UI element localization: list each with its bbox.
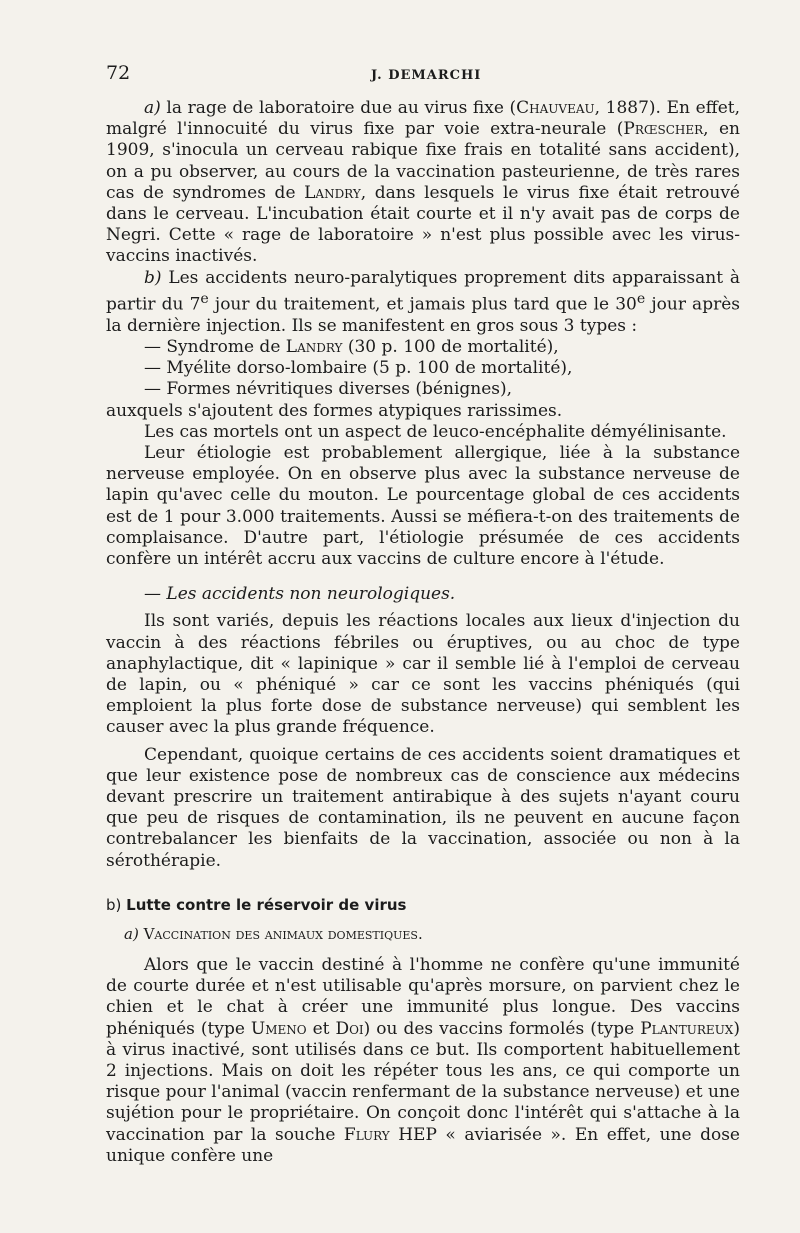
page-header bbox=[106, 62, 740, 98]
list-tail: auxquels s'ajoutent des formes atypiques rarissimes. bbox=[106, 400, 563, 421]
list-item-landry: — Syndrome de Landry (30 p. 100 de mortalité), bbox=[144, 336, 559, 357]
paragraph-alors: Alors que le vaccin destiné à l'homme ne confère qu'une immunité de courte durée et n'est utilisable qu'après morsure, on parvient chez le chien et le chat à créer une immunité plus longue. Des vaccins phéniqués (type Umeno et Doi) ou des vaccins formolés (type Plantureux) à virus inactivé, sont utilisés dans ce but. Ils comportent habituellement 2 injections. Mais on doit les répéter tous les ans, ce qui comporte un risque pour l'animal (vaccin renfermant de la substance nerveuse) et une sujétion pour le propriétaire. On conçoit donc l'intérêt qui s'attache à la vaccination par la souche Flury HEP « aviarisée ». En effet, une dose unique confère une bbox=[106, 954, 740, 1166]
heading-non-neurologiques: — Les accidents non neurologiques. bbox=[144, 584, 456, 605]
list-item-myelite: — Myélite dorso-lombaire (5 p. 100 de mortalité), bbox=[144, 358, 573, 379]
paragraph-cependant: Cependant, quoique certains de ces accidents soient dramatiques et que leur existence pose de nombreux cas de conscience aux médecins devant prescrire un traitement antirabique à des sujets n'ayant couru que peu de risques de contamination, ils ne peuvent en aucune façon contrebalancer les bienfaits de la vaccination, associée ou non à la sérothérapie. bbox=[106, 744, 740, 871]
paragraph-accidents-neuro: b) Les accidents neuro-paralytiques proprement dits apparaissant à partir du 7e jour du traitement, et jamais plus tard que le 30e jour après la dernière injection. Ils se manifestent en gros sous 3 types : bbox=[106, 267, 740, 336]
section-heading-reservoir: b) Lutte contre le réservoir de virus bbox=[106, 895, 407, 914]
paragraph-cas-mortels: Les cas mortels ont un aspect de leuco-encéphalite démyélinisante. bbox=[144, 421, 727, 442]
subsection-heading-vaccination: a) Vaccination des animaux domestiques. bbox=[124, 924, 423, 943]
list-item-formes: — Formes névritiques diverses (bénignes), bbox=[144, 379, 513, 400]
paragraph-rage-laboratoire: a) la rage de laboratoire due au virus fixe (Chauveau, 1887). En effet, malgré l'innocuité du virus fixe par voie extra-neurale (Prœscher, en 1909, s'inocula un cerveau rabique fixe frais en totalité sans accident), on a pu observer, au cours de la vaccination pasteurienne, de très rares cas de syndromes de Landry, dans lesquels le virus fixe était retrouvé dans le cerveau. L'incubation était courte et il n'y avait pas de corps de Negri. Cette « rage de laboratoire » n'est plus possible avec les virus-vaccins inactivés. bbox=[106, 98, 740, 267]
page-number: 72 bbox=[106, 62, 131, 84]
running-head: J. DEMARCHI bbox=[371, 68, 482, 83]
paragraph-etiologie: Leur étiologie est probablement allergique, liée à la substance nerveuse employée. On en observe plus avec la substance nerveuse de lapin qu'avec celle du mouton. Le pourcentage global de ces accidents est de 1 pour 3.000 traitements. Aussi se méfiera-t-on des traitements de complaisance. D'autre part, l'étiologie présumée de ces accidents confère un intérêt accru aux vaccins de culture encore à l'étude. bbox=[106, 442, 740, 569]
paragraph-varies: Ils sont variés, depuis les réactions locales aux lieux d'injection du vaccin à des réactions fébriles ou éruptives, ou au choc de type anaphylactique, dit « lapinique » car il semble lié à l'emploi de cerveau de lapin, ou « phéniqué » car ce sont les vaccins phéniqués (qui emploient la plus forte dose de substance nerveuse) qui semblent les causer avec la plus grande fréquence. bbox=[106, 611, 740, 738]
